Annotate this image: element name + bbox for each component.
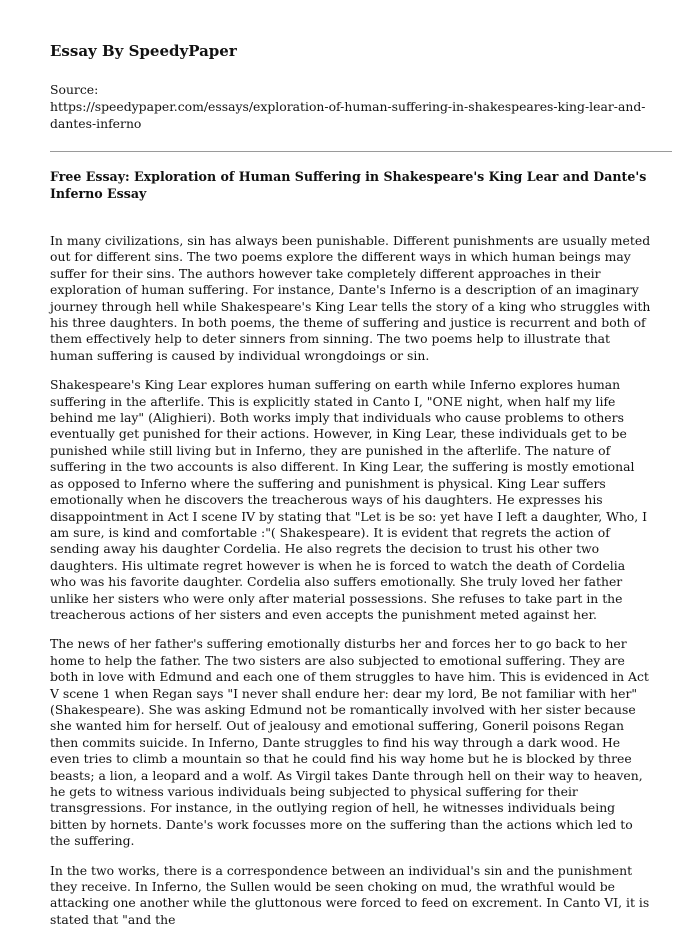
source-url: https://speedypaper.com/essays/exploration-of-human-suffering-in-shakespeares-king-lear-and-dantes-inferno: [50, 99, 646, 131]
divider: [50, 151, 672, 152]
source-label: Source:: [50, 82, 99, 97]
essay-title: Free Essay: Exploration of Human Suffering in Shakespeare's King Lear and Dante's Inferno Essay: [50, 169, 647, 201]
paragraph: The news of her father's suffering emotionally disturbs her and forces her to go back to her home to help the father. The two sisters are also subjected to emotional suffering. They are both in love with Edmund and each one of them struggles to have him. This is evidenced in Act V scene 1 when Regan says "I never shall endure her: dear my lord, Be not familiar with her" (Shakespeare). She was asking Edmund not be romantically involved with her sister because she wanted him for herself. Out of jealousy and emotional suffering, Goneril poisons Regan then commits suicide. In Inferno, Dante struggles to find his way through a dark wood. He even tries to climb a mountain so that he could find his way home but he is blocked by three beasts; a lion, a leopard and a wolf. As Virgil takes Dante through hell on their way to heaven, he gets to witness various individuals being subjected to physical suffering for their transgressions. For instance, in the outlying region of hell, he witnesses individuals being bitten by hornets. Dante's work focusses more on the suffering than the actions which led to the suffering.: [50, 636, 649, 849]
brand-heading: Essay By SpeedyPaper: [50, 42, 237, 60]
paragraph: In many civilizations, sin has always been punishable. Different punishments are usually meted out for different sins. The two poems explore the different ways in which human beings may suffer for their sins. The authors however take completely different approaches in their exploration of human suffering. For instance, Dante's Inferno is a description of an imaginary journey through hell while Shakespeare's King Lear tells the story of a king who struggles with his three daughters. In both poems, the theme of suffering and justice is recurrent and both of them effectively help to deter sinners from sinning. The two poems help to illustrate that human suffering is caused by individual wrongdoings or sin.: [50, 233, 651, 363]
paragraph: Shakespeare's King Lear explores human suffering on earth while Inferno explores human suffering in the afterlife. This is explicitly stated in Canto I, "ONE night, when half my life behind me lay" (Alighieri). Both works imply that individuals who cause problems to others eventually get punished for their actions. However, in King Lear, these individuals get to be punished while still living but in Inferno, they are punished in the afterlife. The nature of suffering in the two accounts is also different. In King Lear, the suffering is mostly emotional as opposed to Inferno where the suffering and punishment is physical. King Lear suffers emotionally when he discovers the treacherous ways of his daughters. He expresses his disappointment in Act I scene IV by stating that "Let is be so: yet have I left a daughter, Who, I am sure, is kind and comfortable :"( Shakespeare). It is evident that regrets the action of sending away his daughter Cordelia. He also regrets the decision to trust his other two daughters. His ultimate regret however is when he is forced to watch the death of Cordelia who was his favorite daughter. Cordelia also suffers emotionally. She truly loved her father unlike her sisters who were only after material possessions. She refuses to take part in the treacherous actions of her sisters and even accepts the punishment meted against her.: [50, 377, 648, 622]
paragraph: In the two works, there is a correspondence between an individual's sin and the punishment they receive. In Inferno, the Sullen would be seen choking on mud, the wrathful would be attacking one another while the gluttonous were forced to feed on excrement. In Canto VI, it is stated that "and the: [50, 862, 650, 927]
